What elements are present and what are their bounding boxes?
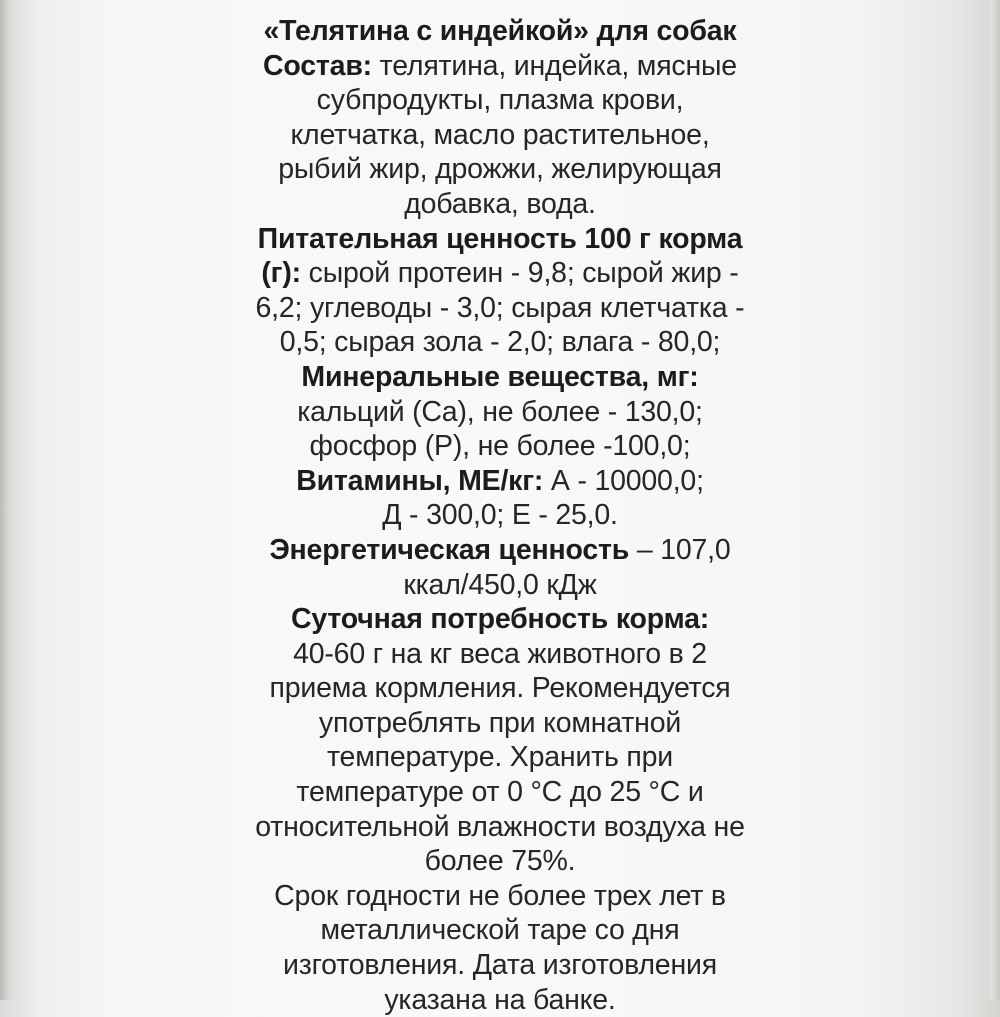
nutrition-line-2: (г): сырой протеин - 9,8; сырой жир - (261, 257, 739, 290)
daily-line-7: более 75%. (424, 845, 576, 878)
minerals-heading: Минеральные вещества, мг: (301, 360, 699, 393)
composition-line-3: клетчатка, масло растительное, (290, 118, 710, 151)
minerals-line-1: кальций (Ca), не более - 130,0; (297, 395, 703, 428)
composition-line-1: Состав: телятина, индейка, мясные (263, 49, 737, 82)
composition-line-5: добавка, вода. (404, 187, 596, 220)
nutrition-line-3: 6,2; углеводы - 3,0; сырая клетчатка - (255, 291, 745, 324)
daily-line-3: употреблять при комнатной (318, 706, 682, 739)
energy-heading: Энергетическая ценность (269, 533, 630, 566)
daily-line-1: 40-60 г на кг веса животного в 2 (293, 637, 707, 670)
shelf-life-line-4: указана на банке. (384, 983, 616, 1016)
product-title: «Телятина с индейкой» для собак (263, 15, 737, 47)
composition-line-4: рыбий жир, дрожжи, желирующая (278, 153, 722, 186)
nutrition-line-4: 0,5; сырая зола - 2,0; влага - 80,0; (279, 326, 721, 359)
daily-heading: Суточная потребность корма: (290, 603, 710, 636)
daily-line-4: температуре. Хранить при (327, 741, 673, 774)
daily-line-5: температуре от 0 °C до 25 °C и (296, 776, 704, 809)
composition-line-2: субпродукты, плазма крови, (316, 84, 684, 117)
daily-line-2: приема кормления. Рекомендуется (269, 672, 731, 705)
shelf-life-line-1: Срок годности не более трех лет в (274, 879, 726, 912)
energy-line-1: Энергетическая ценность – 107,0 (269, 533, 731, 566)
nutrition-heading: Питательная ценность 100 г корма (257, 222, 743, 255)
composition-heading: Состав: (263, 49, 372, 82)
vitamins-line-2: Д - 300,0; Е - 25,0. (382, 499, 618, 532)
product-label (180, 14, 820, 1017)
shelf-life-line-3: изготовления. Дата изготовления (283, 949, 717, 982)
can-edge-right (986, 0, 1000, 1000)
vitamins-heading: Витамины, МЕ/кг: (296, 464, 544, 497)
minerals-line-2: фосфор (P), не более -100,0; (309, 430, 691, 463)
shelf-life-line-2: металлической таре со дня (320, 914, 680, 947)
daily-line-6: относительной влажности воздуха не (255, 810, 745, 843)
energy-line-2: ккал/450,0 кДж (403, 568, 597, 601)
can-edge-left (0, 0, 14, 1000)
vitamins-line-1: Витамины, МЕ/кг: А - 10000,0; (296, 464, 704, 497)
